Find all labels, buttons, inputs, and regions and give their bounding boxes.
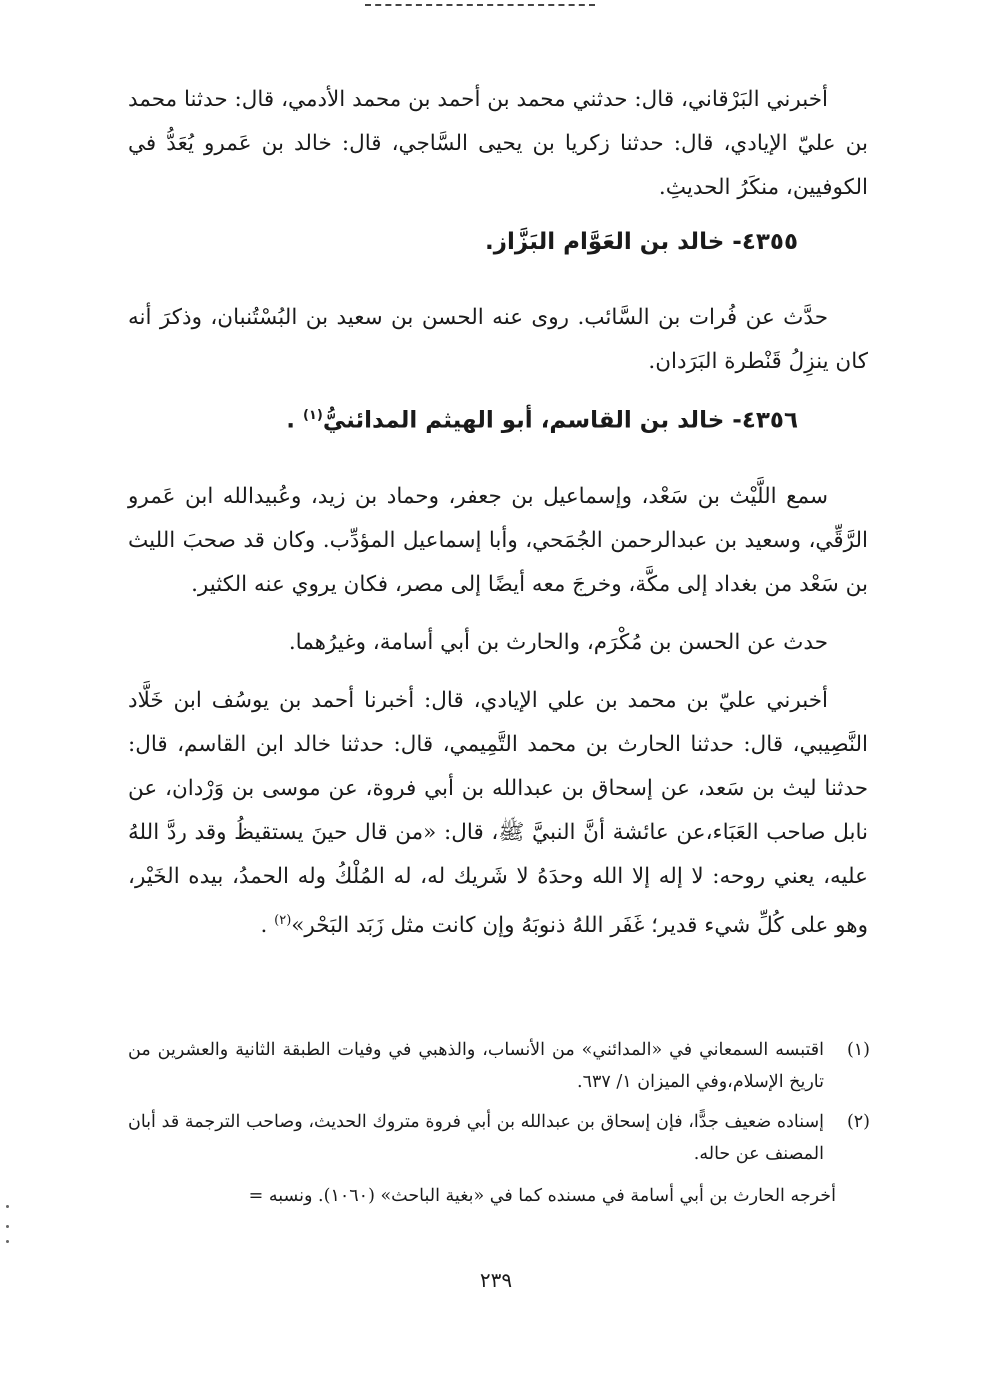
heading-end: . (286, 407, 303, 434)
paragraph-5 (128, 679, 868, 948)
paragraph-5-text: أخبرني عليّ بن محمد بن علي الإيادي، قال: أخبرنا أحمد بن يوسُف ابن خَلَّاد النَّصِيبي، قال: حدثنا الحارث بن محمد التَّمِيمي، قال: حدثنا خالد ابن القاسم، قال: حدثنا ليث بن سَعد، عن إسحاق بن عبدالله بن أبي فروة، عن موسى بن وَرْدان، عن نابل صاحب العَبَاء،عن عائشة أنَّ النبيَّ ﷺ، قال: «من قال حينَ يستقيظُ وقد ردَّ اللهُ عليه، يعني روحه: لا إله إلا الله وحدَهُ لا شَريك له، له المُلْكُ وله الحمدُ، بيده الخَيْر، وهو على كُلِّ شيء قدير؛ غَفَر اللهُ ذنوبَهُ وإن كانت مثل زَبَد البَحْر» (128, 687, 868, 938)
paragraph-1: أخبرني البَرْقاني، قال: حدثني محمد بن أحمد بن محمد الأدمي، قال: حدثنا محمد بن عليّ الإيادي، قال: حدثنا زكريا بن يحيى السَّاجي، قال: خالد بن عَمرو يُعَدُّ في الكوفيين، منكَرُ الحديثِ. (128, 87, 868, 200)
footnote-number: (١) (846, 1040, 870, 1060)
heading-text: ٤٣٥٦- خالد بن القاسم، أبو الهيثم المدائنيُّ (322, 407, 798, 434)
footnote-ref-2: (٢) (274, 912, 292, 928)
spacer (128, 665, 868, 679)
scan-edge-mark (6, 1240, 9, 1243)
footnote-2 (128, 1106, 870, 1170)
footnote-ref-1: (١) (302, 408, 323, 423)
paragraph-2: حدَّث عن فُرات بن السَّائب. روى عنه الحسن بن سعيد بن البُسْتُنبان، وذكرَ أنه كان ينزِلُ قَنْطرة البَرَدان. (128, 305, 868, 374)
footnote-text: إسناده ضعيف جدًّا، فإن إسحاق بن عبدالله بن أبي فروة متروك الحديث، وصاحب الترجمة قد أبان المصنف عن حاله. (128, 1112, 824, 1164)
footnotes (128, 1034, 870, 1212)
paragraph-5-end: . (260, 912, 275, 938)
entry-heading-4355: ٤٣٥٥- خالد بن العَوَّام البَزَّاز. (485, 229, 798, 255)
footnote-number: (٢) (846, 1112, 870, 1132)
spacer (128, 449, 868, 475)
spacer (128, 270, 868, 296)
scan-edge-mark (6, 1205, 9, 1208)
scan-edge-mark (6, 1225, 9, 1228)
spacer (128, 607, 868, 621)
page-number: ٢٣٩ (479, 1268, 513, 1292)
footnote-continuation: أخرجه الحارث بن أبي أسامة في مسنده كما في «بغية الباحث» (١٠٦٠). ونسبه = (248, 1186, 836, 1206)
paragraph-3: سمع اللَّيْث بن سَعْد، وإسماعيل بن جعفر، وحماد بن زيد، وعُبيدالله ابن عَمرو الرَّقِّي، وسعيد بن عبدالرحمن الجُمَحي، وأبا إسماعيل المؤدِّب. وكان قد صحبَ الليث بن سَعْد من بغداد إلى مكَّة، وخرجَ معه أيضًا إلى مصر، فكان يروي عنه الكثير. (128, 483, 868, 597)
footnote-1 (128, 1034, 870, 1098)
footnote-text: اقتبسه السمعاني في «المدائني» من الأنساب، والذهبي في وفيات الطبقة الثانية والعشرين من تاريخ الإسلام،وفي الميزان ١/ ٦٣٧. (128, 1040, 824, 1092)
entry-heading-4356 (128, 388, 868, 449)
main-text (128, 78, 868, 948)
top-edge-marks (365, 4, 595, 10)
paragraph-4: حدث عن الحسن بن مُكْرَم، والحارث بن أبي أسامة، وغيرُهما. (288, 629, 828, 655)
